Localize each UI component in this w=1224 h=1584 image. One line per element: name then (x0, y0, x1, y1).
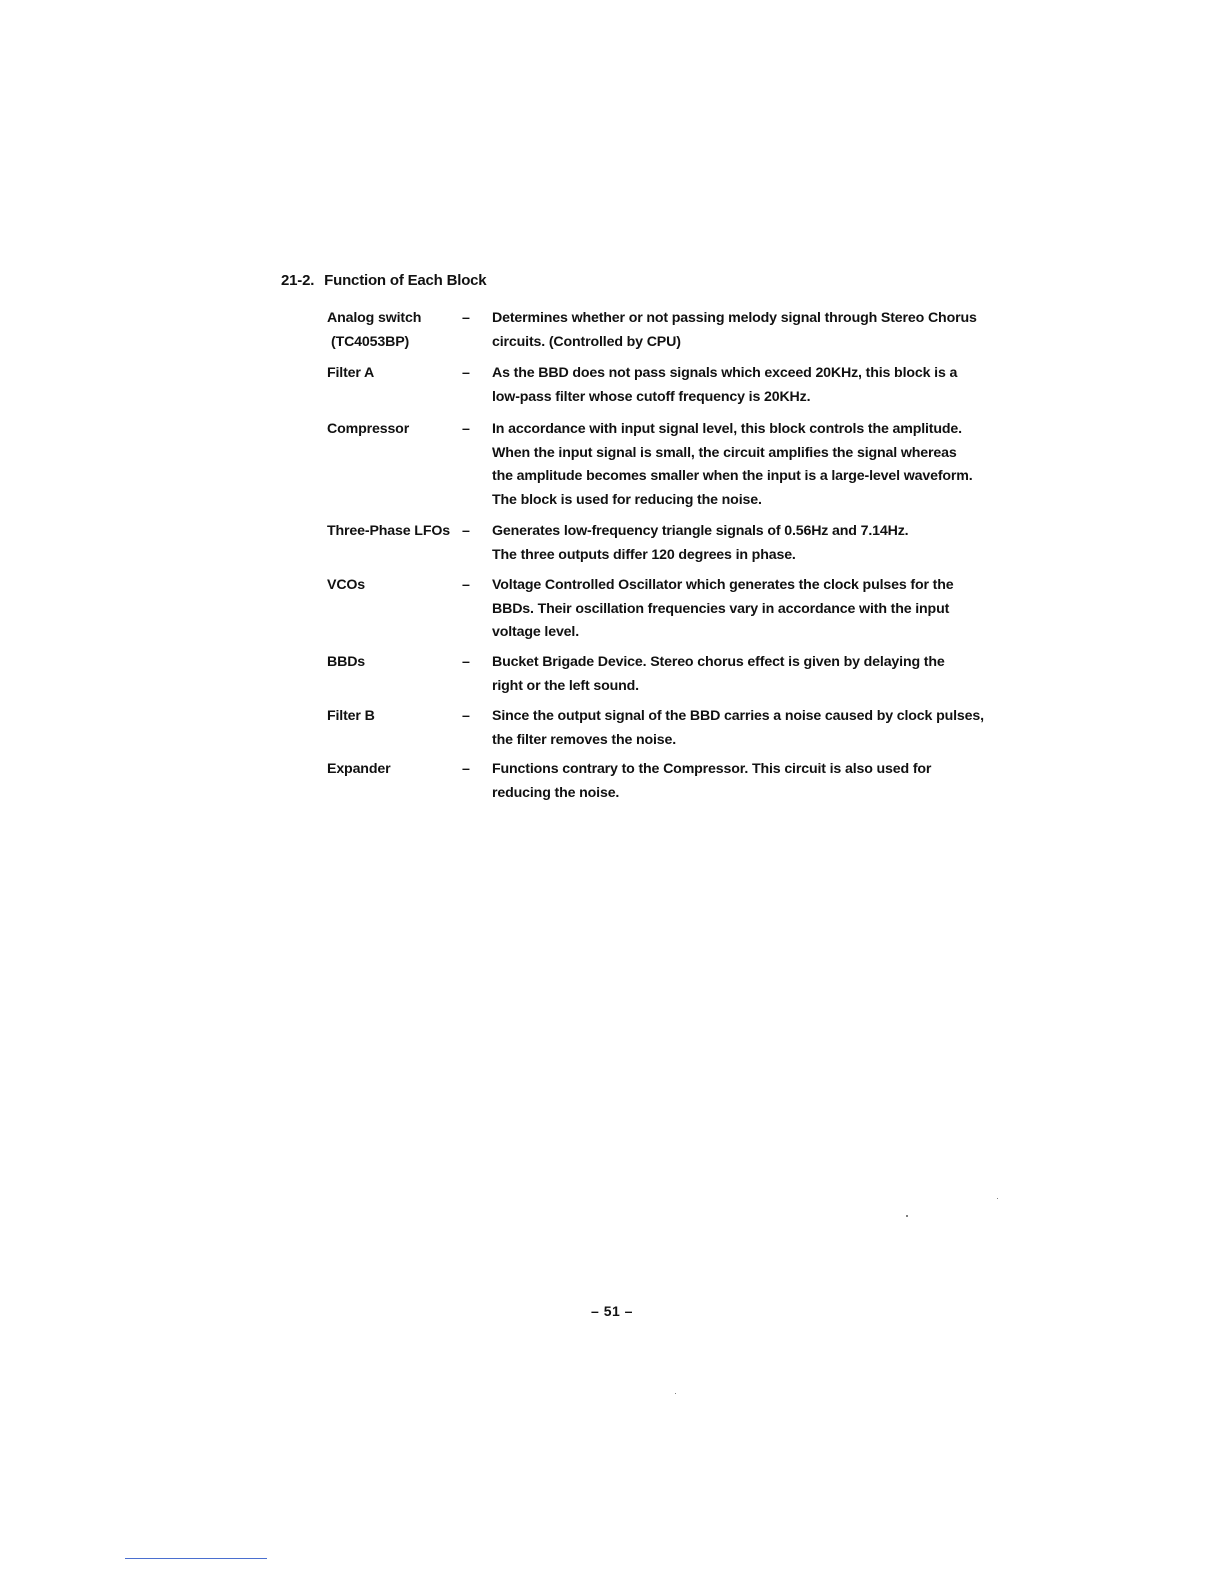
block-term-label: Compressor (327, 421, 410, 437)
block-term (327, 574, 462, 598)
dash-separator: – (462, 761, 470, 777)
description-line: Functions contrary to the Compressor. This circuit is also used for (492, 761, 932, 777)
dash-separator: – (462, 577, 470, 593)
block-term (327, 307, 462, 354)
section-heading (281, 272, 486, 289)
description-line: In accordance with input signal level, this block controls the amplitude. (492, 421, 962, 437)
block-term-label: Expander (327, 761, 391, 777)
block-term-label: VCOs (327, 577, 366, 593)
block-term-label: BBDs (327, 654, 366, 670)
description-line: Determines whether or not passing melody signal through Stereo Chorus (492, 310, 977, 326)
dash-separator: – (462, 421, 470, 437)
dash-separator: – (462, 654, 470, 670)
block-description (492, 520, 1022, 567)
block-term (327, 758, 462, 782)
section-number: 21-2. (281, 272, 315, 289)
description-line: The block is used for reducing the noise. (492, 491, 762, 508)
block-term (327, 418, 462, 442)
block-term-label: Filter A (327, 365, 375, 381)
block-description (492, 574, 1022, 645)
page-number: – 51 – (591, 1303, 633, 1319)
dash-separator: – (462, 365, 470, 381)
description-line: When the input signal is small, the circuit amplifies the signal whereas (492, 444, 957, 461)
block-term (327, 362, 462, 386)
description-line: circuits. (Controlled by CPU) (492, 333, 681, 350)
dash-separator: – (462, 523, 470, 539)
block-description (492, 418, 1022, 512)
description-line: low-pass filter whose cutoff frequency is 20KHz. (492, 388, 811, 405)
block-term-part-number: (TC4053BP) (331, 333, 410, 350)
scan-speck (675, 1393, 676, 1394)
block-description (492, 705, 1022, 752)
description-line: Voltage Controlled Oscillator which generates the clock pulses for the (492, 577, 954, 593)
block-term (327, 705, 462, 729)
description-line: As the BBD does not pass signals which exceed 20KHz, this block is a (492, 365, 958, 381)
description-line: Generates low-frequency triangle signals of 0.56Hz and 7.14Hz. (492, 523, 909, 539)
description-line: The three outputs differ 120 degrees in phase. (492, 546, 796, 563)
block-description (492, 651, 1022, 698)
scan-speck (906, 1215, 908, 1217)
bottom-rule (125, 1558, 267, 1559)
block-description (492, 362, 1022, 409)
description-line: Since the output signal of the BBD carries a noise caused by clock pulses, (492, 708, 984, 724)
section-title: Function of Each Block (324, 272, 487, 289)
description-line: reducing the noise. (492, 784, 620, 801)
description-line: Bucket Brigade Device. Stereo chorus effect is given by delaying the (492, 654, 945, 670)
block-term-label: Filter B (327, 708, 375, 724)
description-line: the amplitude becomes smaller when the input is a large-level waveform. (492, 468, 973, 484)
description-line: right or the left sound. (492, 677, 639, 694)
block-term (327, 520, 462, 544)
block-term-label: Analog switch (327, 310, 422, 326)
block-description (492, 307, 1022, 354)
dash-separator: – (462, 310, 470, 326)
description-line: the filter removes the noise. (492, 731, 677, 748)
block-description (492, 758, 1022, 805)
dash-separator: – (462, 708, 470, 724)
block-term-label: Three-Phase LFOs (327, 523, 450, 539)
scan-speck (997, 1198, 998, 1199)
description-line: BBDs. Their oscillation frequencies vary in accordance with the input (492, 600, 950, 617)
block-term (327, 651, 462, 675)
description-line: voltage level. (492, 624, 580, 640)
